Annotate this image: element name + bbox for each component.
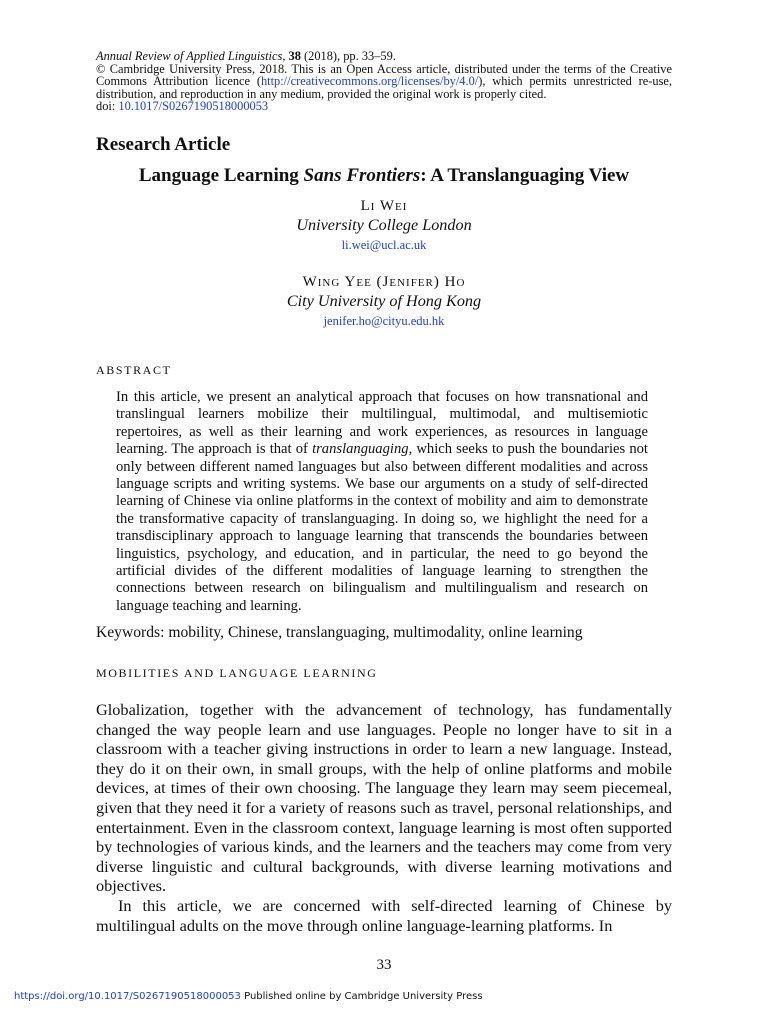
article-title: Language Learning Sans Frontiers: A Translanguaging View — [138, 165, 630, 186]
footer — [14, 991, 483, 1002]
abstract-text: In this article, we present an analytical approach that focuses on how transnational and translingual learners mobilize their multilingual, multimodal, and multisemiotic repertoires, as well as their learning and work experiences, as resources in language learning. The approach is that of translanguaging, which seeks to push the boundaries not only between different named languages but also between different modalities and across language scripts and writing systems. We base our arguments on a study of self-directed learning of Chinese via online platforms in the context of mobility and aim to demonstrate the transformative capacity of translanguaging. In doing so, we highlight the need for a transdisciplinary approach to language learning that transcends the boundaries between linguistics, psychology, and education, and in particular, the need to go beyond the artificial divides of the different modalities of language learning to strengthen the connections between research on bilingualism and multilingualism and research on language teaching and learning. — [116, 389, 648, 614]
keywords: Keywords: mobility, Chinese, translanguaging, multimodality, online learning — [96, 624, 583, 641]
license-notice: © Cambridge University Press, 2018. This is an Open Access article, distributed under the terms of the Creative Commons Attribution licence (http://creativecommons.org/licenses/by/4.0/), which permits unrestricted re-use, distribution, and reproduction in any medium, provided the original work is properly cited. — [96, 61, 672, 101]
author-email-link[interactable]: jenifer.ho@cityu.edu.hk — [323, 314, 445, 328]
journal-header: Annual Review of Applied Linguistics, 38 (2018), pp. 33–59. © Cambridge University Press, 2018. This is an Open Access article, distributed under the terms of the Creative Commons Attribution licence (http://creativecommons.org/licenses/by/4.0/), which permits unrestricted re-use, distribution, and reproduction in any medium, provided the original work is properly cited. doi: 10.1017/S0267190518000053 — [96, 49, 672, 114]
article-type: Research Article — [96, 134, 231, 155]
doi-line: doi: 10.1017/S0267190518000053 — [96, 99, 269, 114]
author-block-2 — [96, 274, 672, 329]
section-heading: MOBILITIES AND LANGUAGE LEARNING — [96, 666, 378, 680]
page-number: 33 — [376, 957, 392, 973]
license-link[interactable]: http://creativecommons.org/licenses/by/4.0/ — [260, 74, 479, 89]
footer-doi-link[interactable]: https://doi.org/10.1017/S0267190518000053 — [14, 991, 241, 1002]
author-email-link[interactable]: li.wei@ucl.ac.uk — [341, 238, 427, 252]
journal-volume: 38 — [288, 49, 301, 63]
section-body — [96, 700, 672, 935]
journal-name: Annual Review of Applied Linguistics — [96, 49, 283, 63]
paragraph: Globalization, together with the advancement of technology, has fundamentally changed the way people learn and use languages. People no longer have to sit in a classroom with a teacher giving instructions in order to learn a new language. Instead, they do it on their own, in small groups, with the help of online platforms and mobile devices, at times of their own choosing. The language they learn may seem piecemeal, given that they need it for a variety of reasons such as travel, personal relationships, and entertainment. Even in the classroom context, language learning is most often supported by technologies of various kinds, and the learners and the teachers may come from very diverse linguistic and cultural backgrounds, with diverse learning motivations and objectives. — [96, 700, 672, 896]
paragraph: In this article, we are concerned with self-directed learning of Chinese by multilingual adults on the move through online language-learning platforms. In — [96, 895, 672, 935]
author-name: Wing Yee (Jenifer) Ho — [302, 274, 466, 290]
author-affiliation: University College London — [296, 216, 472, 234]
footer-publisher: Published online by Cambridge University Press — [240, 991, 483, 1002]
abstract-heading: ABSTRACT — [96, 363, 172, 377]
author-block-1 — [96, 198, 672, 253]
author-affiliation: City University of Hong Kong — [286, 292, 482, 310]
journal-year-pages: (2018), pp. 33–59. — [300, 49, 396, 63]
doi-link[interactable]: 10.1017/S0267190518000053 — [118, 99, 269, 114]
author-name: Li Wei — [360, 198, 408, 214]
